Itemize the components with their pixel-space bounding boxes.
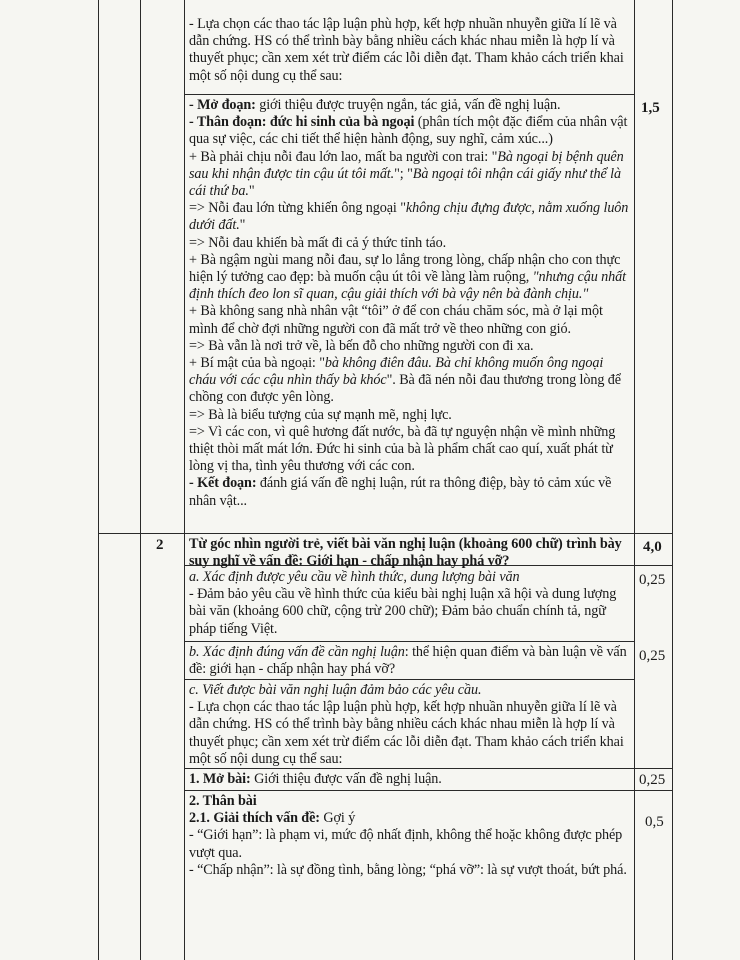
gioi-han-def: - “Giới hạn”: là phạm vi, mức độ nhất định, không thể hoặc không được phép vượt qua. bbox=[189, 827, 623, 861]
criterion-c-title-text: c. Viết được bài văn nghị luận đảm bảo các yêu cầu. bbox=[189, 682, 482, 698]
point-2-a: => Nỗi đau lớn từng khiến ông ngoại " bbox=[189, 200, 406, 217]
point-4-quote: "nhưng cậu nhất định thích đeo lon sĩ quan, cậu giải thích với bà vậy nên bà đành chịu." bbox=[189, 269, 626, 303]
point-1-b: "; " bbox=[394, 165, 413, 182]
criterion-c bbox=[189, 682, 631, 768]
row-border-4 bbox=[184, 641, 634, 642]
col-border-3 bbox=[184, 0, 185, 960]
question-2 bbox=[189, 536, 631, 570]
point-8: => Bà là biểu tượng của sự mạnh mẽ, nghị lực. bbox=[189, 406, 452, 423]
point-3: => Nỗi đau khiến bà mất đi cả ý thức tỉnh táo. bbox=[189, 234, 447, 251]
criterion-a-score: 0,25 bbox=[639, 572, 666, 588]
method-intro bbox=[189, 16, 631, 85]
ket-doan-text: đánh giá vấn đề nghị luận, rút ra thông điệp, bày tỏ cảm xúc về nhân vật... bbox=[189, 475, 612, 509]
point-1-quote-1: Bà ngoại bị bệnh quên sau khi nhận được tin cậu út tôi mất. bbox=[189, 148, 624, 182]
mo-bai-score: 0,25 bbox=[639, 772, 666, 788]
criterion-c-text: - Lựa chọn các thao tác lập luận phù hợp, kết hợp nhuần nhuyễn giữa lí lẽ và dẫn chứng. HS có thể trình bày bằng nhiều cách khác nhau miễn là hợp lí và thuyết phục; cần xem xét trừ điểm các lỗi diễn đạt. Tham khảo cách triển khai một số nội dung cụ thể sau: bbox=[189, 699, 624, 767]
col-border-4 bbox=[634, 0, 635, 960]
than-bai-label: 2. Thân bài bbox=[189, 793, 257, 809]
mo-bai-label: 1. Mở bài: bbox=[189, 771, 251, 787]
point-2 bbox=[189, 200, 631, 234]
giai-thich-line bbox=[189, 810, 631, 827]
point-1-quote-2: Bà ngoại tôi nhận cái giấy như thể là cái thứ ba. bbox=[189, 165, 621, 200]
criterion-a bbox=[189, 569, 631, 638]
criterion-a-title-text: a. Xác định được yêu cầu về hình thức, dung lượng bài văn bbox=[189, 569, 520, 585]
col-border-right bbox=[672, 0, 673, 960]
col-border-2 bbox=[140, 0, 141, 960]
point-9: => Vì các con, vì quê hương đất nước, bà đã tự nguyện nhận về mình những thiệt thòi mất mát lớn. Đức hi sinh của bà là phẩm chất cao quí, xuất phát từ lòng vị tha, tình yêu thương với các con. bbox=[189, 423, 616, 475]
point-5: + Bà không sang nhà nhân vật “tôi” ở để con cháu chăm sóc, mà ở lại một mình để chờ đợi những người con đã mất trở về theo những con gió. bbox=[189, 303, 603, 337]
mo-doan-line bbox=[189, 97, 631, 114]
mo-doan-label: - Mở đoạn: bbox=[189, 97, 256, 113]
criterion-b-line bbox=[189, 644, 631, 678]
than-bai-heading bbox=[189, 793, 631, 810]
criterion-b-title: b. Xác định đúng vấn đề cần nghị luận bbox=[189, 644, 405, 660]
point-4-a: + Bà ngậm ngùi mang nỗi đau, sự lo lắng trong lòng, chấp nhận cho con thực hiện lý tưởng cao đẹp: bà muốn cậu út tôi về làng làm ruộng, bbox=[189, 251, 621, 286]
row-border-2 bbox=[98, 533, 672, 534]
row-border-5 bbox=[184, 679, 634, 680]
chap-nhan-def: - “Chấp nhận”: là sự đồng tình, bằng lòng; “phá vỡ”: là sự vượt thoát, bứt phá. bbox=[189, 861, 627, 878]
than-bai-row bbox=[189, 793, 631, 879]
point-7-a: + Bí mật của bà ngoại: " bbox=[189, 355, 325, 372]
point-2-quote: không chịu đựng được, nằm xuống luôn dưới đất. bbox=[189, 200, 629, 234]
method-intro-text: - Lựa chọn các thao tác lập luận phù hợp, kết hợp nhuần nhuyễn giữa lí lẽ và dẫn chứng. HS có thể trình bày bằng nhiều cách khác nhau miễn là hợp lí và thuyết phục; cần xem xét trừ điểm các lỗi diễn đạt. Tham khảo cách triển khai một số nội dung cụ thể sau: bbox=[189, 16, 624, 84]
mo-bai-text: Giới thiệu được vấn đề nghị luận. bbox=[250, 771, 442, 787]
giai-thich-label: 2.1. Giải thích vấn đề: bbox=[189, 810, 320, 827]
criterion-a-title bbox=[189, 569, 631, 586]
point-1-a: + Bà phải chịu nỗi đau lớn lao, mất ba người con trai: " bbox=[189, 148, 498, 165]
block1-score: 1,5 bbox=[641, 100, 660, 116]
than-doan-text: (phân tích một đặc điểm của nhân vật qua sự việc, các chi tiết thể hiện hành động, suy nghĩ, cảm xúc...) bbox=[189, 114, 628, 148]
criterion-c-title bbox=[189, 682, 631, 699]
row-border-6 bbox=[184, 768, 672, 769]
question-number: 2 bbox=[156, 537, 164, 553]
criterion-b-score: 0,25 bbox=[639, 648, 666, 664]
than-doan-line bbox=[189, 114, 631, 148]
criterion-b-text: : thể hiện quan điểm và bàn luận về vấn đề: giới hạn - chấp nhận hay phá vỡ? bbox=[189, 644, 627, 678]
point-6: => Bà vẫn là nơi trở về, là bến đỗ cho những người con đi xa. bbox=[189, 337, 534, 354]
than-bai-score: 0,5 bbox=[645, 814, 664, 830]
question-2-score: 4,0 bbox=[643, 539, 662, 555]
row-border-1 bbox=[184, 94, 634, 95]
point-7 bbox=[189, 355, 631, 407]
point-7-quote: bà không điên đâu. Bà chỉ không muốn ông ngoại cháu với các cậu nhìn thấy bà khóc bbox=[189, 355, 604, 389]
point-4 bbox=[189, 252, 631, 304]
ket-doan-label: - Kết đoạn: bbox=[189, 475, 257, 492]
mo-doan-text: giới thiệu được truyện ngắn, tác giả, vấn đề nghị luận. bbox=[255, 97, 561, 113]
point-2-b: " bbox=[239, 217, 246, 234]
ket-doan-line bbox=[189, 475, 631, 509]
giai-thich-text: Gợi ý bbox=[319, 810, 356, 827]
point-1 bbox=[189, 149, 631, 201]
mo-bai-row bbox=[189, 771, 631, 788]
col-border-left bbox=[98, 0, 99, 960]
criterion-a-text: - Đảm bảo yêu cầu về hình thức của kiểu bài nghị luận xã hội và dung lượng bài văn (khoảng 600 chữ, cộng trừ 200 chữ); Đảm bảo chuẩn chính tả, ngữ pháp tiếng Việt. bbox=[189, 586, 617, 637]
point-7-b: ". Bà đã nén nỗi đau thương trong lòng để chồng con được yên lòng. bbox=[189, 372, 621, 406]
criterion-b bbox=[189, 644, 631, 678]
point-1-c: " bbox=[248, 183, 255, 200]
essay-outline-block1 bbox=[189, 97, 631, 510]
mo-bai-line bbox=[189, 771, 631, 788]
than-doan-label: - Thân đoạn: đức hi sinh của bà ngoại bbox=[189, 114, 415, 131]
question-2-text: Từ góc nhìn người trẻ, viết bài văn nghị luận (khoảng 600 chữ) trình bày suy nghĩ về vấn đề: Giới hạn - chấp nhận hay phá vỡ? bbox=[189, 536, 622, 570]
row-border-7 bbox=[184, 790, 672, 791]
